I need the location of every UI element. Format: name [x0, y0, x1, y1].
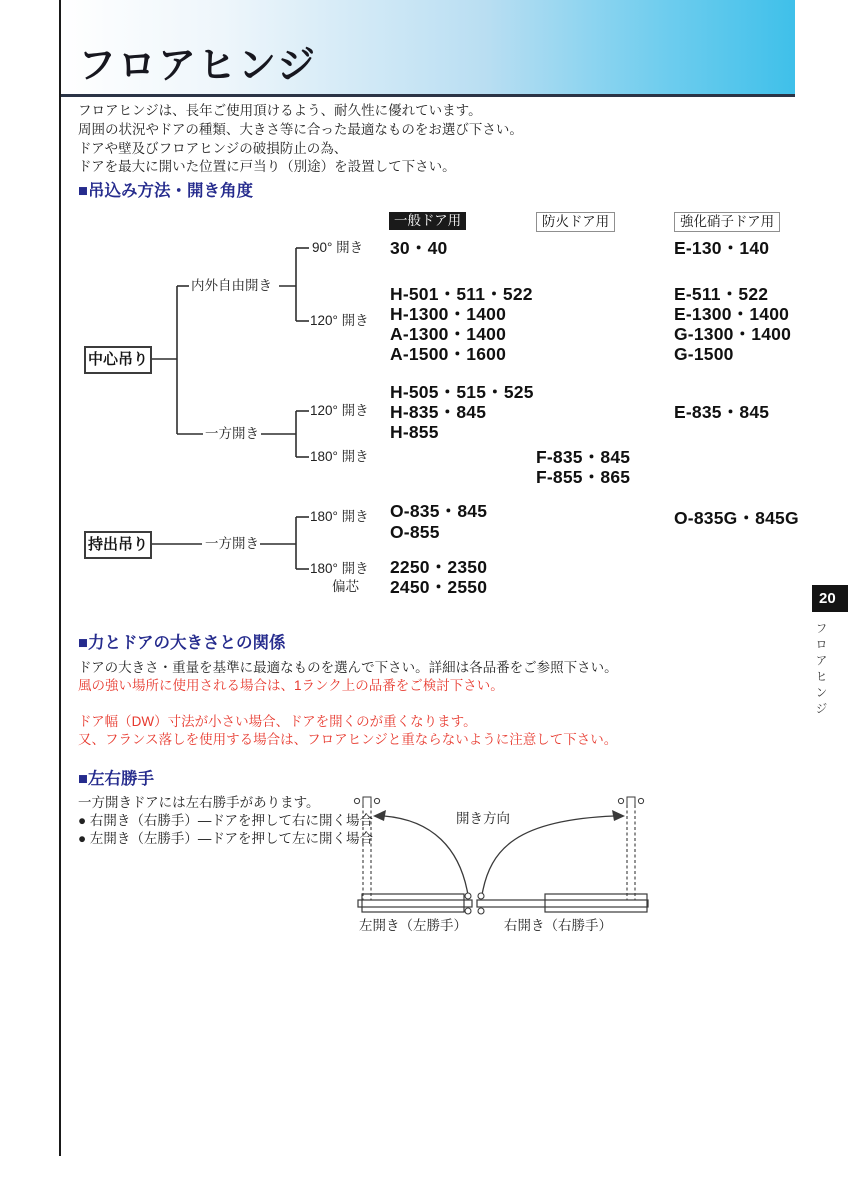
product-item: E-1300・1400: [674, 304, 790, 324]
tree-connector-lines: [150, 248, 309, 569]
product-item: G-1500: [674, 344, 734, 364]
tree-branch-free-swing: 内外自由開き: [191, 278, 272, 293]
product-group-general-120-free: [390, 284, 533, 364]
product-item: A-1300・1400: [390, 324, 507, 344]
product-item: E-511・522: [674, 284, 769, 304]
product-group-glass-120-free: [674, 284, 791, 364]
tree-branch-one-way: 一方開き: [205, 536, 259, 551]
tree-branch-eccentric: 偏芯: [332, 579, 359, 594]
tree-node-overhang-hung: 持出吊り: [84, 531, 152, 559]
page-title: フロアヒンジ: [78, 45, 318, 87]
product-glass-120-one-way: E-835・845: [674, 402, 770, 422]
tree-branch-90deg: 90° 開き: [312, 240, 364, 255]
product-item: H-835・845: [390, 402, 487, 422]
handedness-left-open-line: ● 左開き（左勝手）―ドアを押して左に開く場合: [78, 831, 373, 846]
column-header-fire-door: 防火ドア用: [536, 212, 615, 232]
section-heading-handedness: ■左右勝手: [78, 770, 154, 788]
intro-paragraph: [78, 102, 523, 177]
column-header-general-door: 一般ドア用: [389, 212, 466, 230]
product-item: 2250・2350: [390, 557, 488, 577]
section-heading-power-door-size: ■力とドアの大きさとの関係: [78, 634, 286, 652]
tree-branch-180deg: 180° 開き: [310, 509, 369, 524]
product-item: 2450・2550: [390, 577, 488, 597]
intro-line: フロアヒンジは、長年ご使用頂けるよう、耐久性に優れています。: [78, 103, 482, 118]
product-item: A-1500・1600: [390, 344, 507, 364]
product-group-general-180-eccentric: [390, 557, 487, 597]
diagram-left-door-label: 左開き（左勝手）: [359, 918, 467, 933]
intro-line: 周囲の状況やドアの種類、大きさ等に合った最適なものをお選び下さい。: [78, 121, 523, 137]
product-group-fire-180: [536, 447, 630, 487]
side-tab-category-label: フロアヒンジ: [814, 622, 828, 718]
size-warning-wind: 風の強い場所に使用される場合は、1ランク上の品番をご検討下さい。: [78, 678, 504, 693]
size-warning-door-width: ドア幅（DW）寸法が小さい場合、ドアを開くのが重くなります。: [78, 714, 477, 729]
tree-branch-180deg: 180° 開き: [310, 449, 369, 464]
tree-branch-120deg: 120° 開き: [310, 403, 369, 418]
tree-branch-one-way: 一方開き: [205, 426, 259, 441]
product-item: F-855・865: [536, 467, 631, 487]
column-header-tempered-glass-door: 強化硝子ドア用: [674, 212, 780, 232]
diagram-right-door-label: 右開き（右勝手）: [504, 918, 612, 933]
diagram-opening-direction-label: 開き方向: [456, 811, 510, 826]
product-item: F-835・845: [536, 447, 631, 467]
left-page-rule: [59, 0, 61, 1156]
section-heading-hanging-method: ■吊込み方法・開き角度: [78, 182, 253, 200]
size-warning-flush-bolt: 又、フランス落しを使用する場合は、フロアヒンジと重ならないように注意して下さい。: [78, 732, 618, 747]
handedness-line: 一方開きドアには左右勝手があります。: [78, 795, 320, 810]
product-item: H-855: [390, 422, 439, 442]
handedness-right-open-line: ● 右開き（右勝手）―ドアを押して右に開く場合: [78, 813, 373, 828]
product-item: H-1300・1400: [390, 304, 507, 324]
product-group-general-120-one-way: [390, 382, 534, 442]
intro-line: ドアや壁及びフロアヒンジの破損防止の為、: [78, 140, 348, 156]
product-glass-90: E-130・140: [674, 238, 770, 258]
product-general-90: 30・40: [390, 238, 448, 258]
product-item: G-1300・1400: [674, 324, 792, 344]
intro-line: ドアを最大に開いた位置に戸当り（別途）を設置して下さい。: [78, 159, 456, 175]
product-item: H-501・511・522: [390, 284, 533, 304]
tree-branch-180deg-eccentric: 180° 開き: [310, 561, 369, 576]
product-glass-180-overhang: O-835G・845G: [674, 508, 799, 528]
tree-branch-120deg: 120° 開き: [310, 313, 369, 328]
product-group-general-180-overhang: [390, 501, 487, 543]
size-note-black: ドアの大きさ・重量を基準に最適なものを選んで下さい。詳細は各品番をご参照下さい。: [78, 660, 618, 675]
product-item: O-855: [390, 522, 440, 542]
product-item: O-835・845: [390, 501, 488, 521]
page-number-tab: 20: [812, 585, 848, 612]
tree-node-center-hung: 中心吊り: [84, 346, 152, 374]
product-item: H-505・515・525: [390, 382, 534, 402]
